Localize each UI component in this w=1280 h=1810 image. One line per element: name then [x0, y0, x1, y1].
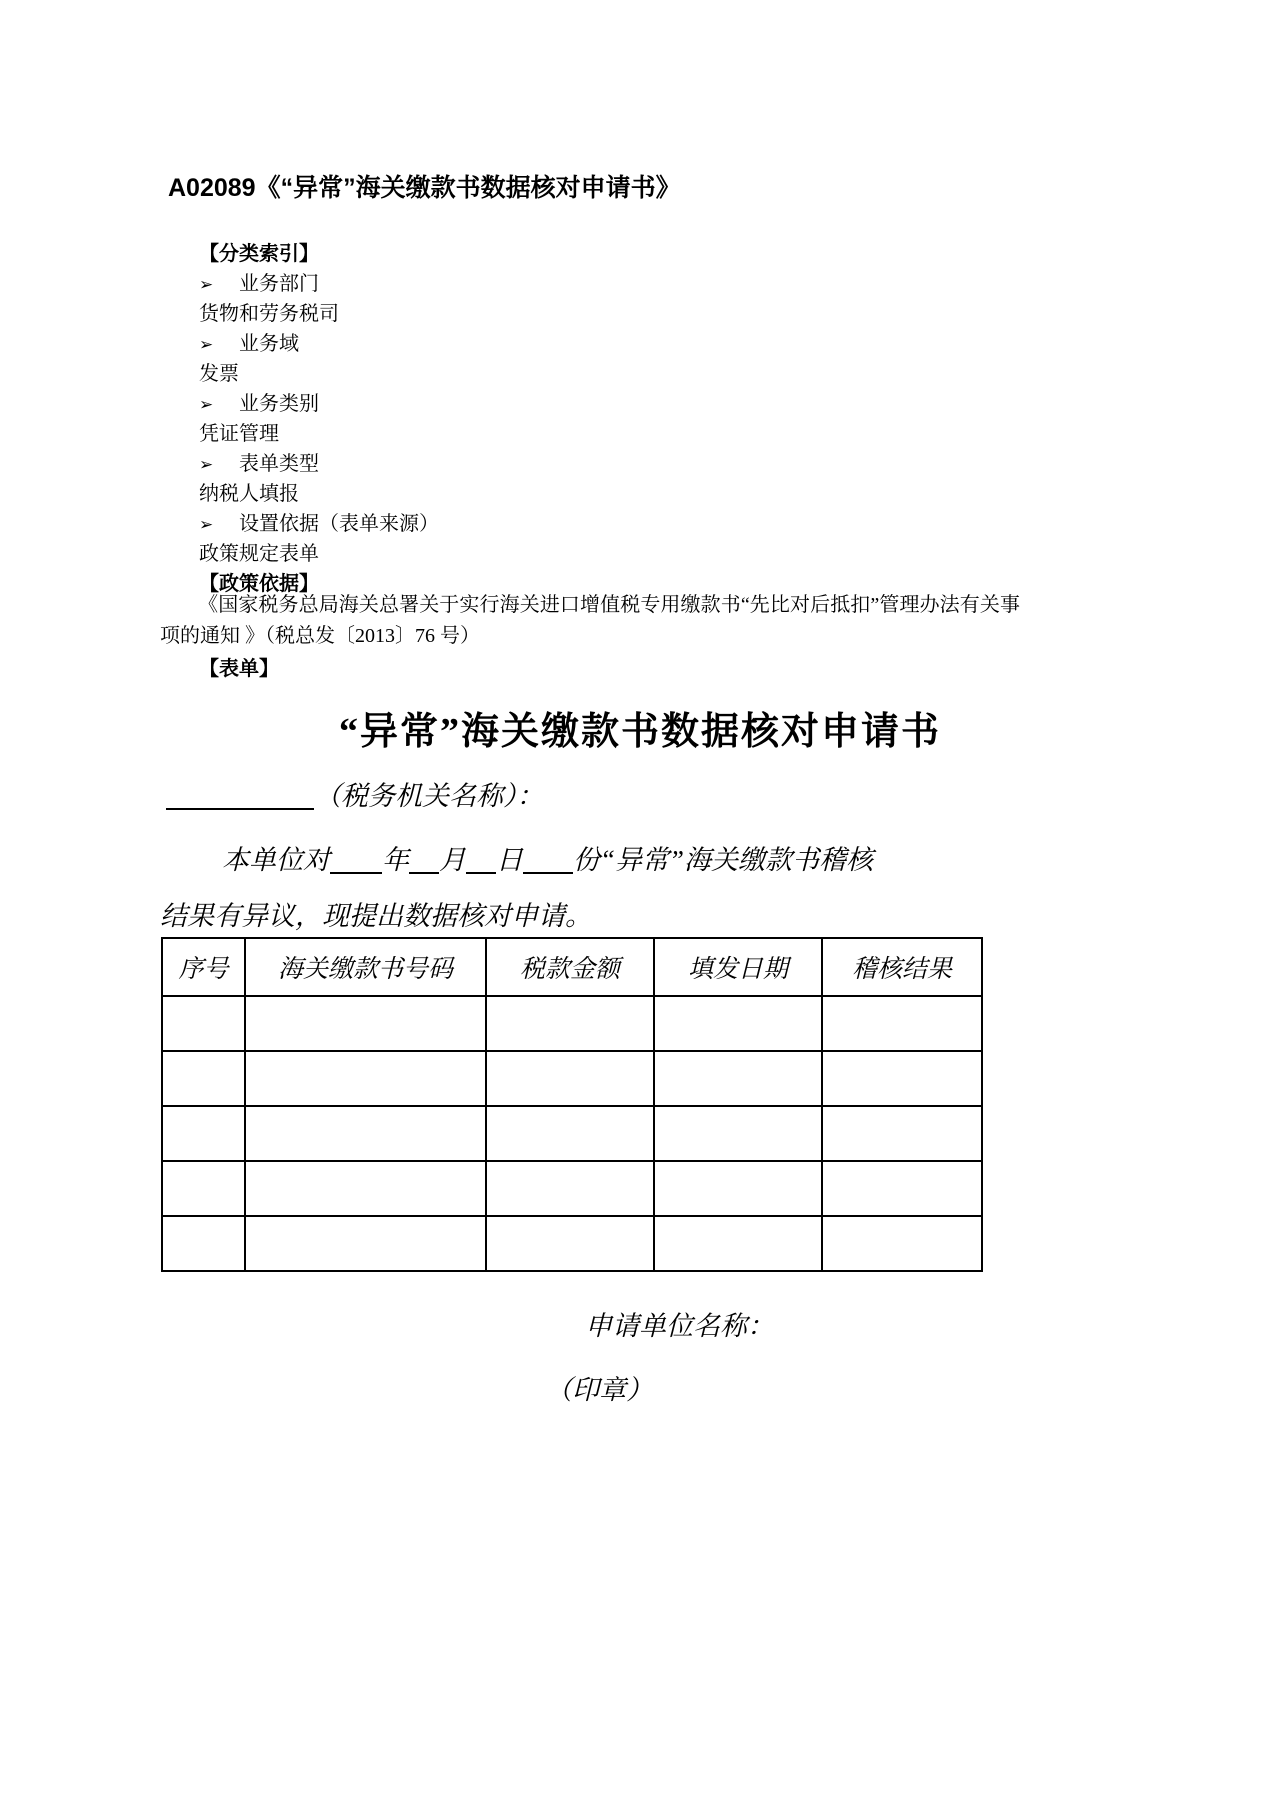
- form-section-label: 【表单】: [199, 658, 279, 680]
- day-field[interactable]: [466, 844, 496, 874]
- cell-doc-no[interactable]: [245, 996, 486, 1051]
- applicant-name-label: 申请单位名称：: [585, 1311, 774, 1341]
- table-row: [162, 996, 982, 1051]
- year-field[interactable]: [330, 844, 382, 874]
- column-header-doc-no: 海关缴款书号码: [245, 938, 486, 996]
- table-row: [162, 1051, 982, 1106]
- cell-result[interactable]: [822, 1051, 982, 1106]
- table-row: [162, 1216, 982, 1271]
- body-suffix: “异常”海关缴款书稽核: [600, 845, 874, 875]
- bullet-arrow-icon: ➢: [199, 334, 214, 355]
- cell-doc-no[interactable]: [245, 1051, 486, 1106]
- cell-date[interactable]: [654, 1161, 822, 1216]
- cell-amount[interactable]: [486, 1106, 654, 1161]
- month-field[interactable]: [409, 844, 439, 874]
- cell-amount[interactable]: [486, 996, 654, 1051]
- policy-citation: [160, 590, 1020, 652]
- fen-label: 份: [573, 845, 600, 875]
- policy-citation-line-1: 《国家税务总局海关总署关于实行海关进口增值税专用缴款书“先比对后抵扣”管理办法: [198, 594, 960, 616]
- tax-authority-name-field[interactable]: [166, 780, 314, 810]
- month-label: 月: [439, 845, 466, 875]
- bullet-arrow-icon: ➢: [199, 274, 214, 295]
- cell-result[interactable]: [822, 1216, 982, 1271]
- body-line-2: 结果有异议，现提出数据核对申请。: [160, 901, 592, 931]
- cell-amount[interactable]: [486, 1051, 654, 1106]
- addressee-line: [166, 774, 544, 813]
- classification-entry-value: 政策规定表单: [199, 543, 319, 565]
- table-row: [162, 1161, 982, 1216]
- cell-date[interactable]: [654, 1051, 822, 1106]
- cell-seq[interactable]: [162, 1106, 245, 1161]
- cell-doc-no[interactable]: [245, 1106, 486, 1161]
- classification-index: [199, 240, 1019, 599]
- cell-amount[interactable]: [486, 1161, 654, 1216]
- classification-entry-term: [199, 510, 1019, 541]
- classification-entry-term: [199, 390, 1019, 421]
- year-label: 年: [382, 845, 409, 875]
- column-header-seq: 序号: [162, 938, 245, 996]
- cell-result[interactable]: [822, 1106, 982, 1161]
- cell-seq[interactable]: [162, 996, 245, 1051]
- classification-entry-term: [199, 450, 1019, 481]
- cell-date[interactable]: [654, 996, 822, 1051]
- classification-entry-term: [199, 270, 1019, 301]
- day-label: 日: [496, 845, 523, 875]
- form-title: “异常”海关缴款书数据核对申请书: [338, 711, 941, 753]
- classification-entry-value: 发票: [199, 363, 239, 385]
- classification-entry-value: 纳税人填报: [199, 483, 299, 505]
- addressee-suffix: （税务机关名称）：: [314, 781, 544, 811]
- body-prefix: 本单位对: [222, 845, 330, 875]
- classification-entry-value: 凭证管理: [199, 423, 279, 445]
- bullet-arrow-icon: ➢: [199, 454, 214, 475]
- cell-seq[interactable]: [162, 1051, 245, 1106]
- cell-result[interactable]: [822, 996, 982, 1051]
- cell-date[interactable]: [654, 1216, 822, 1271]
- classification-term: 设置依据（表单来源）: [239, 512, 439, 535]
- classification-entry-term: [199, 330, 1019, 361]
- bullet-arrow-icon: ➢: [199, 394, 214, 415]
- seal-label: （印章）: [545, 1375, 653, 1405]
- column-header-result: 稽核结果: [822, 938, 982, 996]
- column-header-date: 填发日期: [654, 938, 822, 996]
- cell-seq[interactable]: [162, 1161, 245, 1216]
- table-row: [162, 1106, 982, 1161]
- cell-date[interactable]: [654, 1106, 822, 1161]
- policy-basis-label: 【政策依据】: [199, 572, 319, 595]
- classification-term: 业务类别: [239, 392, 319, 415]
- form-body-paragraph: [160, 832, 990, 944]
- classification-term: 表单类型: [239, 452, 319, 475]
- classification-term: 业务部门: [239, 272, 319, 295]
- cell-amount[interactable]: [486, 1216, 654, 1271]
- classification-term: 业务域: [239, 332, 299, 355]
- cell-doc-no[interactable]: [245, 1216, 486, 1271]
- bullet-arrow-icon: ➢: [199, 514, 214, 535]
- classification-entry-value: 货物和劳务税司: [199, 303, 339, 325]
- table-header-row: [162, 938, 982, 996]
- classification-index-label: 【分类索引】: [199, 243, 319, 265]
- policy-citation-line-2: 有关事项的通知 》（税总发〔2013〕76 号）: [160, 594, 1020, 647]
- document-heading: A02089《“异常”海关缴款书数据核对申请书》: [168, 174, 681, 202]
- column-header-amount: 税款金额: [486, 938, 654, 996]
- customs-payment-table: [161, 937, 983, 1272]
- batch-field[interactable]: [523, 844, 573, 874]
- cell-result[interactable]: [822, 1161, 982, 1216]
- cell-doc-no[interactable]: [245, 1161, 486, 1216]
- cell-seq[interactable]: [162, 1216, 245, 1271]
